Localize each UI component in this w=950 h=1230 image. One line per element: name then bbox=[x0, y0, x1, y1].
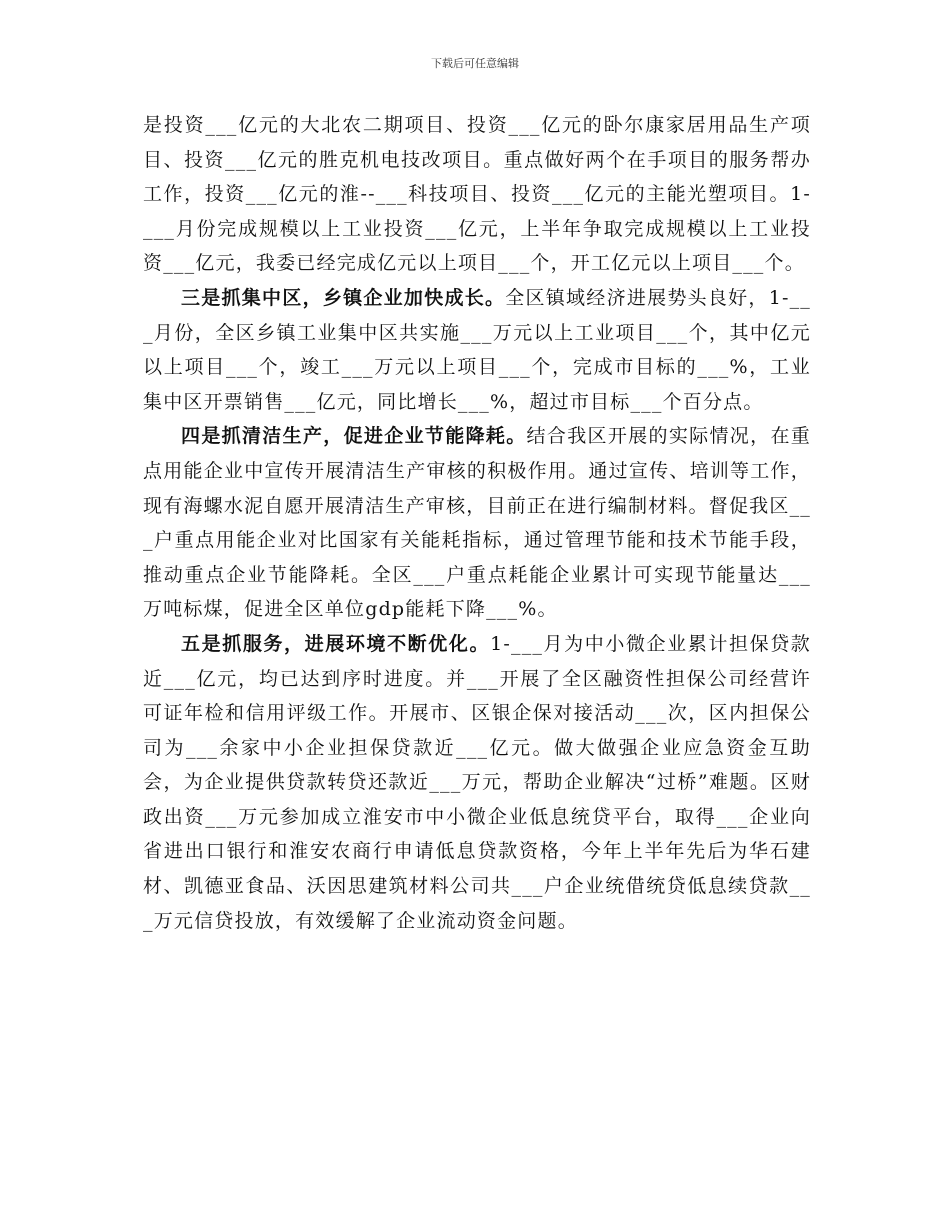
page-header: 下载后可任意编辑 bbox=[431, 57, 519, 70]
paragraph-continuation bbox=[143, 108, 811, 281]
paragraph-heading: 五是抓服务，进展环境不断优化。 bbox=[181, 632, 491, 655]
paragraph-services bbox=[143, 627, 811, 938]
paragraph-heading: 三是抓集中区，乡镇企业加快成长。 bbox=[181, 286, 506, 309]
paragraph-clean-production bbox=[143, 419, 811, 627]
paragraph-text: 1-___月为中小微企业累计担保贷款近___亿元，均已达到序时进度。并___开展了全区融资性担保公司经营许可证年检和信用评级工作。开展市、区银企保对接活动___次，区内担保公司为___余家中小企业担保贷款近___亿元。做大做强企业应急资金互助会，为企业提供贷款转贷还款近___万元，帮助企业解决“过桥”难题。区财政出资___万元参加成立淮安市中小微企业低息统贷平台，取得___企业向省进出口银行和淮安农商行申请低息贷款资格，今年上半年先后为华石建材、凯德亚食品、沃因思建筑材料公司共___户企业统借统贷低息续贷款___万元信贷投放，有效缓解了企业流动资金问题。 bbox=[143, 632, 811, 932]
paragraph-industrial-zones bbox=[143, 281, 811, 419]
paragraph-text: 是投资___亿元的大北农二期项目、投资___亿元的卧尔康家居用品生产项目、投资___亿元的胜克机电技改项目。重点做好两个在手项目的服务帮办工作，投资___亿元的淮--___科技项目、投资___亿元的主能光塑项目。1-___月份完成规模以上工业投资___亿元，上半年争取完成规模以上工业投资___亿元，我委已经完成亿元以上项目___个，开工亿元以上项目___个。 bbox=[143, 114, 811, 275]
paragraph-heading: 四是抓清洁生产，促进企业节能降耗。 bbox=[181, 425, 527, 448]
document-body bbox=[143, 108, 811, 938]
paragraph-text: 结合我区开展的实际情况，在重点用能企业中宣传开展清洁生产审核的积极作用。通过宣传、培训等工作，现有海螺水泥自愿开展清洁生产审核，目前正在进行编制材料。督促我区___户重点用能企业对比国家有关能耗指标，通过管理节能和技术节能手段，推动重点企业节能降耗。全区___户重点耗能企业累计可实现节能量达___万吨标煤，促进全区单位gdp能耗下降___%。 bbox=[143, 425, 811, 621]
paragraph-text: 全区镇域经济进展势头良好，1-___月份，全区乡镇工业集中区共实施___万元以上工业项目___个，其中亿元以上项目___个，竣工___万元以上项目___个，完成市目标的___%，工业集中区开票销售___亿元，同比增长___%，超过市目标___个百分点。 bbox=[143, 286, 811, 413]
